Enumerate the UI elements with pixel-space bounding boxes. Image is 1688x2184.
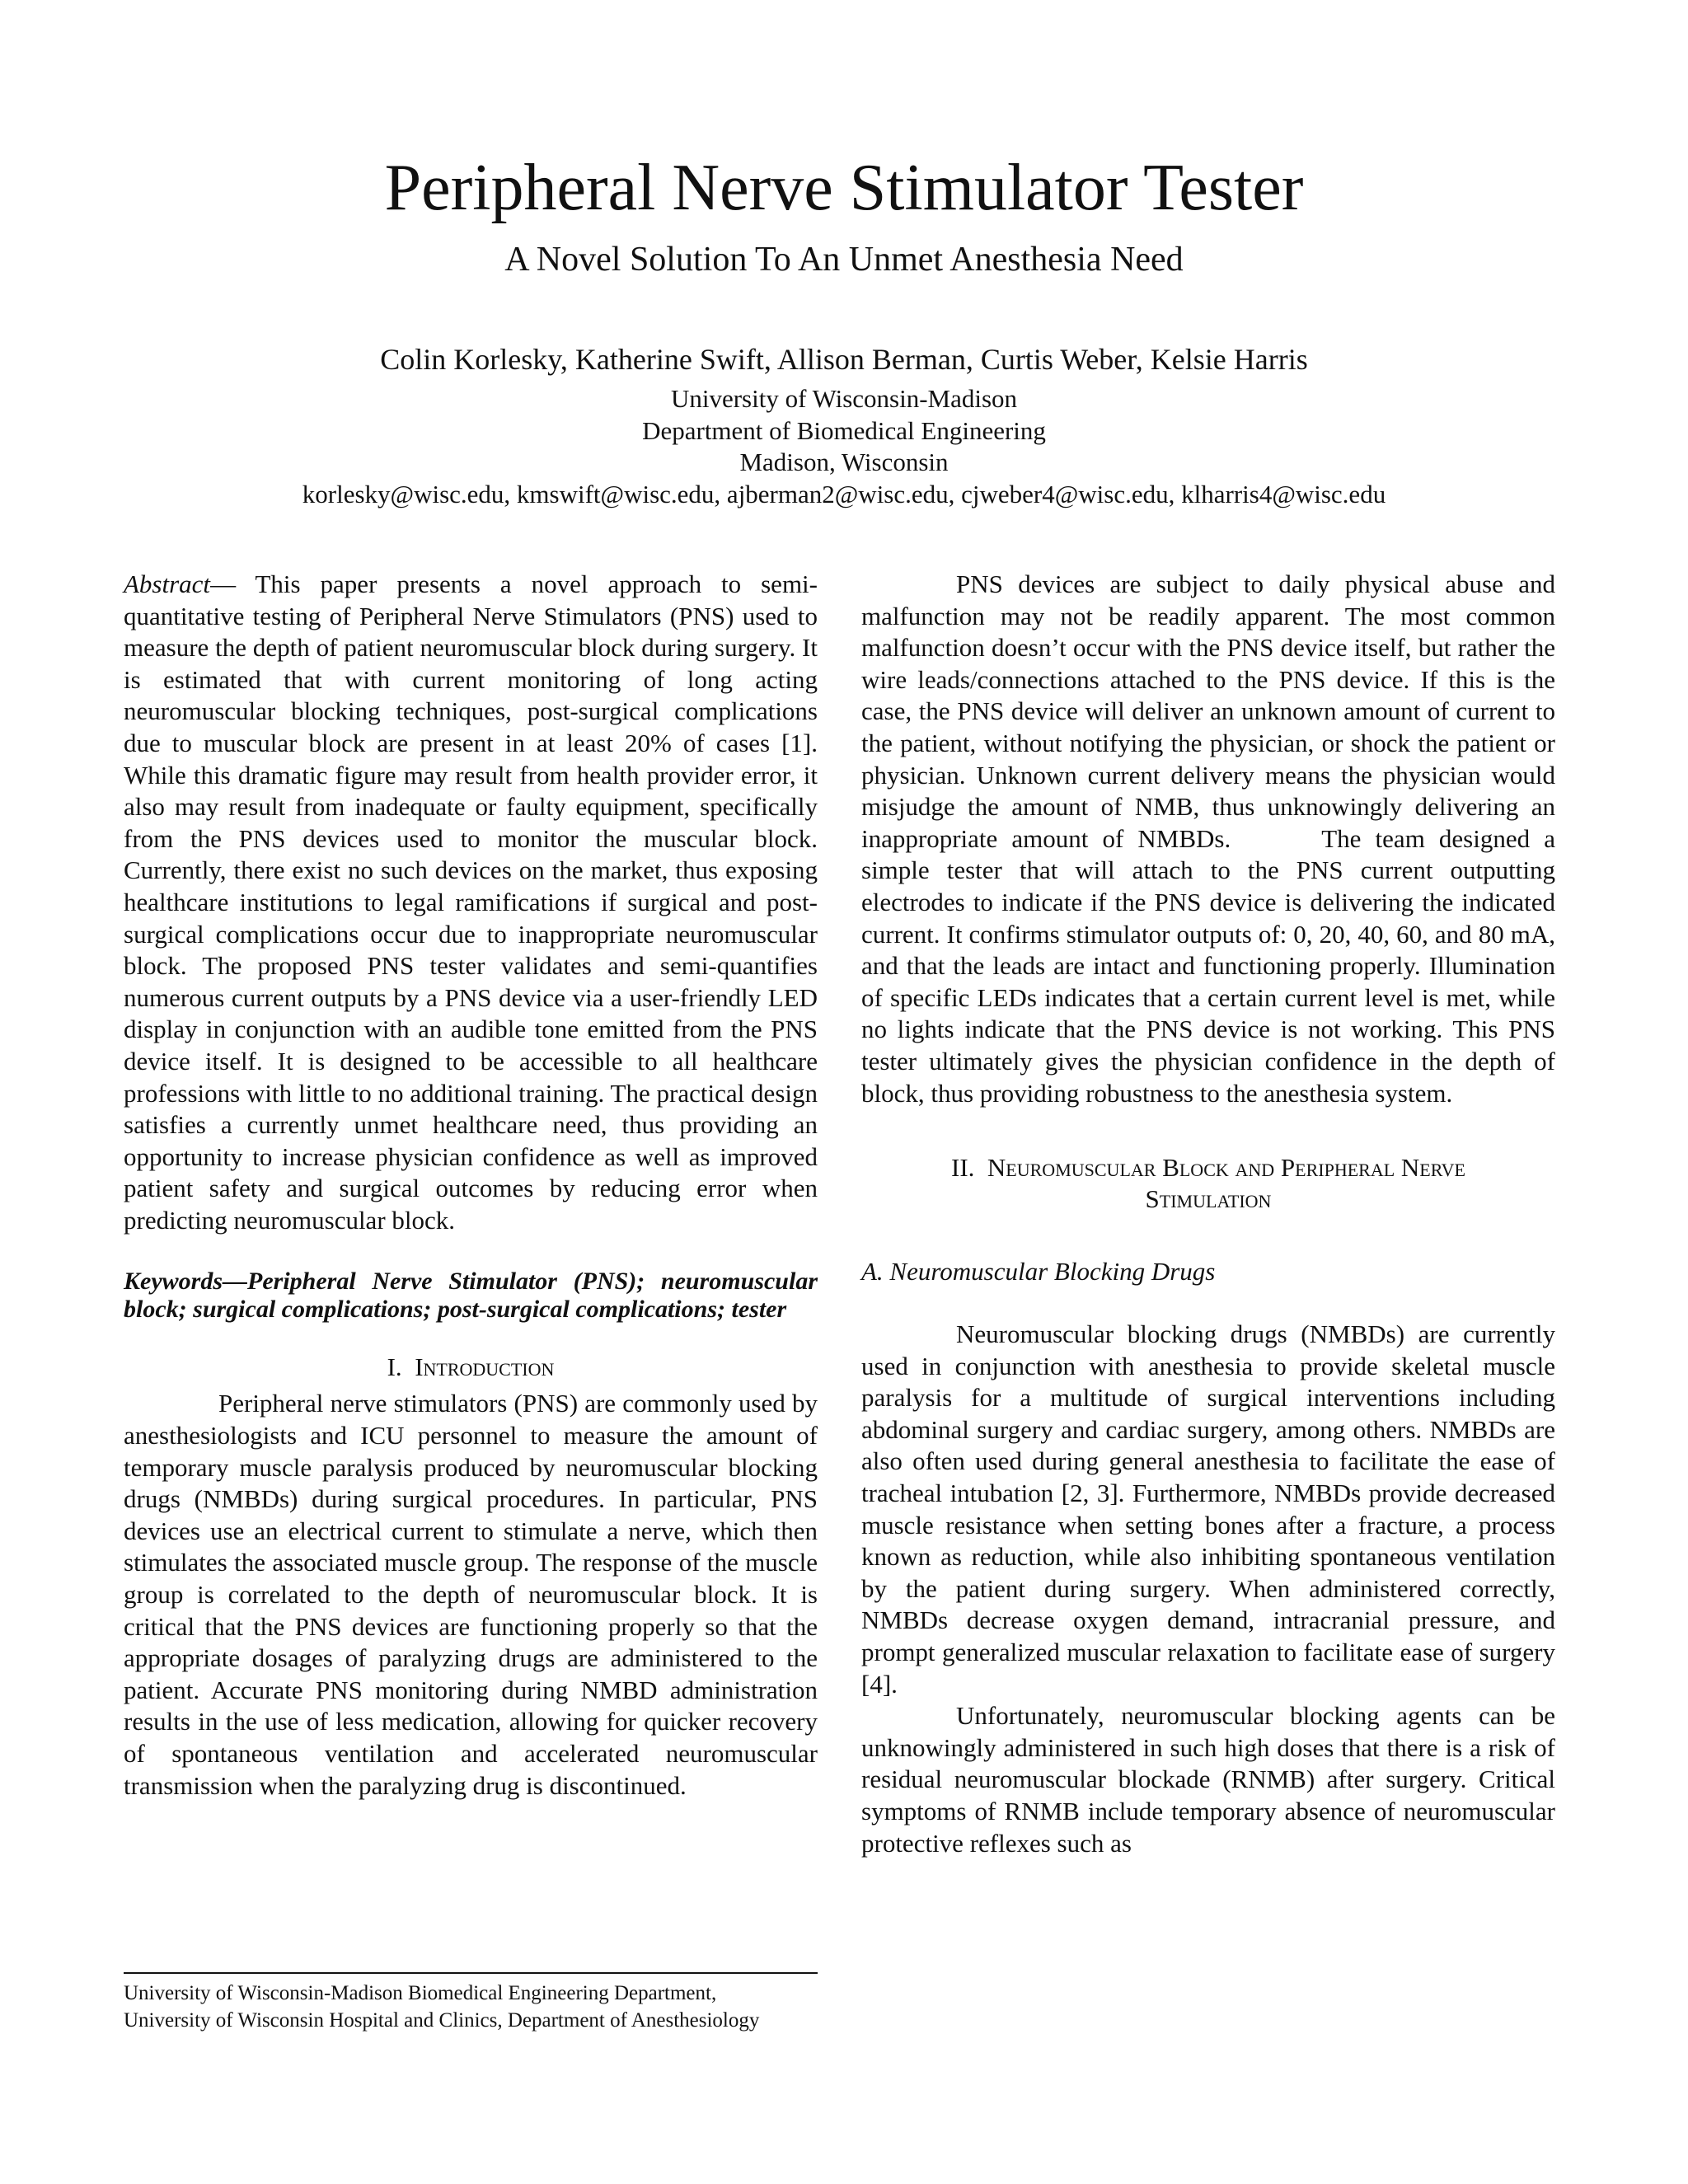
footnote-line-2: University of Wisconsin Hospital and Clinics, Department of Anesthesiology: [124, 2009, 760, 2032]
section-title-line1: Neuromuscular Block and Peripheral Nerve: [987, 1153, 1465, 1183]
right-column: [861, 569, 1555, 1859]
section-heading-neuromuscular-block: [861, 1152, 1555, 1215]
intro-continuation-paragraph: [861, 569, 1555, 1109]
section-number: II.: [951, 1153, 975, 1183]
intro-paragraph-b: The team designed a simple tester that will attach to the PNS current outputting electrodes to indicate if the PNS device is delivering the indicated current. It confirms stimulator outputs of: 0, 20, 40, 60, and 80 mA, and that the leads are intact and functioning properly. Illumination of specific LEDs indicates that a certain current level is met, while no lights indicate that the PNS device is not working. This PNS tester ultimately gives the physician confidence in the depth of block, thus providing robustness to the anesthesia system.: [861, 823, 1555, 1108]
subsection-heading-nmbd: A. Neuromuscular Blocking Drugs: [861, 1257, 1216, 1286]
author-emails: korlesky@wisc.edu, kmswift@wisc.edu, ajberman2@wisc.edu, cjweber4@wisc.edu, klharris4@wisc.edu: [302, 479, 1386, 509]
intro-paragraph-a: PNS devices are subject to daily physical abuse and malfunction may not be readily apparent. The most common malfunction doesn’t occur with the PNS device itself, but rather the wire leads/connections attached to the PNS device. If this is the case, the PNS device will deliver an unknown amount of current to the patient, without notifying the physician, or shock the patient or physician. Unknown current delivery means the physician would misjudge the amount of NMB, thus unknowingly delivering an inappropriate amount of NMBDs.: [861, 569, 1555, 853]
section-title-line2: Stimulation: [1145, 1184, 1272, 1214]
nmbd-paragraph-1: Neuromuscular blocking drugs (NMBDs) are currently used in conjunction with anesthesia to provide skeletal muscle paralysis for a multitude of surgical interventions including abdominal surgery and cardiac surgery, among others. NMBDs are also often used during general anesthesia to facilitate the ease of tracheal intubation [2, 3]. Furthermore, NMBDs provide decreased muscle resistance when setting bones after a fracture, a process known as reduction, while also inhibiting spontaneous ventilation by the patient during surgery. When administered correctly, NMBDs decrease oxygen demand, intracranial pressure, and prompt generalized muscular relaxation to facilitate ease of surgery [4].: [861, 1319, 1555, 1699]
keywords: Keywords—Peripheral Nerve Stimulator (PNS); neuromuscular block; surgical complications; post-surgical complications; tester: [124, 1268, 818, 1324]
section-title: Introduction: [415, 1352, 555, 1382]
introduction-paragraph: Peripheral nerve stimulators (PNS) are commonly used by anesthesiologists and ICU personnel to measure the amount of temporary muscle paralysis produced by neuromuscular blocking drugs (NMBDs) during surgical procedures. In particular, PNS devices use an electrical current to stimulate a nerve, which then stimulates the associated muscle group. The response of the muscle group is correlated to the depth of neuromuscular block. It is critical that the PNS devices are functioning properly so that the appropriate dosages of paralyzing drugs are administered to the patient. Accurate PNS monitoring during NMBD administration results in the use of less medication, allowing for quicker recovery of spontaneous ventilation and accelerated neuromuscular transmission when the paralyzing drug is discontinued.: [124, 1389, 818, 1800]
abstract: [124, 569, 818, 1236]
footnote-divider: [124, 1972, 818, 1974]
affiliation-location: Madison, Wisconsin: [739, 448, 949, 476]
footnote-line-1: University of Wisconsin-Madison Biomedical Engineering Department,: [124, 1982, 717, 2004]
section-heading-introduction: [124, 1352, 818, 1383]
paper-subtitle: A Novel Solution To An Unmet Anesthesia Need: [504, 241, 1184, 279]
left-column: [124, 569, 818, 1802]
section-number: I.: [387, 1352, 402, 1382]
abstract-label: Abstract: [124, 569, 211, 598]
nmbd-paragraph-2: Unfortunately, neuromuscular blocking agents can be unknowingly administered in such high doses that there is a risk of residual neuromuscular blockade (RNMB) after surgery. Critical symptoms of RNMB include temporary absence of neuromuscular protective reflexes such as: [861, 1701, 1555, 1858]
affiliation-department: Department of Biomedical Engineering: [642, 415, 1046, 445]
affiliation-university: University of Wisconsin-Madison: [670, 384, 1018, 413]
abstract-text: — This paper presents a novel approach to semi-quantitative testing of Peripheral Nerve Stimulators (PNS) used to measure the depth of patient neuromuscular block during surgery. It is estimated that with current monitoring of long acting neuromuscular blocking techniques, post-surgical complications due to muscular block are present in at least 20% of cases [1]. While this dramatic figure may result from health provider error, it also may result from inadequate or faulty equipment, specifically from the PNS devices used to monitor the muscular block. Currently, there exist no such devices on the market, thus exposing healthcare institutions to legal ramifications if surgical and post-surgical complications occur due to inappropriate neuromuscular block. The proposed PNS tester validates and semi-quantifies numerous current outputs by a PNS device via a user-friendly LED display in conjunction with an audible tone emitted from the PNS device itself. It is designed to be accessible to all healthcare professions with little to no additional training. The practical design satisfies a currently unmet healthcare need, thus providing an opportunity to increase physician confidence as well as improved patient safety and surgical outcomes by reducing error when predicting neuromuscular block.: [124, 569, 818, 1235]
footnote: [124, 1980, 865, 2034]
affiliation-block: [0, 383, 1688, 510]
author-list: Colin Korlesky, Katherine Swift, Allison Berman, Curtis Weber, Kelsie Harris: [380, 343, 1308, 376]
paper-title: Peripheral Nerve Stimulator Tester: [384, 152, 1304, 224]
